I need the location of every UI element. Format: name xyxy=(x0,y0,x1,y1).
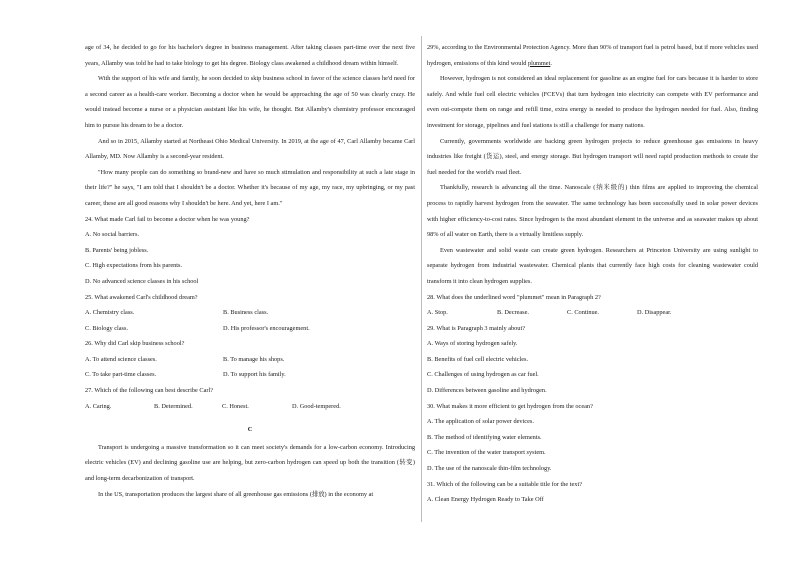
column-divider xyxy=(421,36,422,522)
underlined-word: plummet xyxy=(527,59,551,67)
section-c-heading: C xyxy=(247,426,253,434)
option-c[interactable]: C. Continue. xyxy=(567,309,600,317)
passage-c-paragraph-1: Transport is undergoing a massive transformation so it can meet society's demands for a low-carbon economy. Introducing electric vehicles (EV) and declining gasoline use are helping, but zero-carbon hydrogen can speed up both the transition (转变) and long-term decarbonization of transport. xyxy=(85,443,415,483)
option-d[interactable]: D. No advanced science classes in his school xyxy=(85,277,199,285)
left-column xyxy=(85,40,415,502)
right-column xyxy=(427,40,758,508)
option-c[interactable]: C. To take part-time classes. xyxy=(85,371,157,379)
option-c[interactable]: C. The invention of the water transport system. xyxy=(427,449,546,457)
passage-c-paragraph-2-continued: 29%, according to the Environmental Protection Agency. More than 90% of transport fuel is petrol based, but if more vehicles used hydrogen, emissions of this kind would plummet. xyxy=(427,44,758,67)
passage-c-paragraph-4: Currently, governments worldwide are backing green hydrogen projects to reduce greenhouse gas emissions in heavy industries like freight (货运), steel, and energy storage. But hydrogen transport will need rapid production methods to create the fuel needed for the world's road fleet. xyxy=(427,137,758,176)
question-29 xyxy=(427,321,758,399)
option-a[interactable]: A. To attend science classes. xyxy=(85,355,157,363)
option-a[interactable]: A. Caring. xyxy=(85,402,112,410)
passage-c-paragraph-3: However, hydrogen is not considered an ideal replacement for gasoline as an engine fuel for cars because it is harder to store safely. And while fuel cell electric vehicles (FCEVs) that turn hydrogen into electricity can compete with EV performance and even out-compete them on range and refill time, extra energy is needed to produce the hydrogen needed for fuel. Also, finding investment for storage, pipelines and fuel stations is still a challenge for many nations. xyxy=(427,75,758,129)
passage-c-paragraph-5: Thankfully, research is advancing all the time. Nanoscale (纳米级的) thin films are applied to improving the chemical process to rapidly harvest hydrogen from the seawater. The same technology has been successfully used in solar power devices with higher efficiency-to-cost rates. Since hydrogen is the most abundant element in the universe and as seawater makes up about 98% of all water on Earth, there is a virtually limitless supply. xyxy=(427,184,758,239)
option-d[interactable]: D. Differences between gasoline and hydrogen. xyxy=(427,387,547,395)
passage-c-paragraph-2: In the US, transportation produces the largest share of all greenhouse gas emissions (排放) in the economy at xyxy=(98,490,374,498)
question-25 xyxy=(85,290,415,337)
question-stem: 26. Why did Carl skip business school? xyxy=(85,340,185,348)
question-stem: 31. Which of the following can be a suitable title for the text? xyxy=(427,480,582,488)
option-b[interactable]: B. Benefits of fuel cell electric vehicles. xyxy=(427,355,529,363)
question-stem: 27. Which of the following can best describe Carl? xyxy=(85,387,214,395)
passage-c-paragraph-6: Even wastewater and solid waste can create green hydrogen. Researchers at Princeton University are using sunlight to separate hydrogen from industrial wastewater. Chemical plants that currently face high costs for cleaning wastewater could transform it into clean hydrogen supplies. xyxy=(427,246,758,285)
option-d[interactable]: D. The use of the nanoscale thin-film technology. xyxy=(427,465,552,473)
passage-b-paragraph-3: And so in 2015, Allamby started at Northeast Ohio Medical University. In 2019, at the age of 47, Carl Allamby became Carl Allamby, MD. Now Allamby is a second-year resident. xyxy=(85,137,415,161)
option-a[interactable]: A. The application of solar power devices. xyxy=(427,418,534,426)
option-c[interactable]: C. Honest. xyxy=(222,402,249,410)
option-d[interactable]: D. Good-tempered. xyxy=(292,402,341,410)
question-26 xyxy=(85,336,415,383)
option-a[interactable]: A. No social barriers. xyxy=(85,231,140,239)
question-stem: 24. What made Carl fail to become a doctor when he was young? xyxy=(85,215,250,223)
question-stem: 28. What does the underlined word "plummet" mean in Paragraph 2? xyxy=(427,293,601,301)
option-d[interactable]: D. To support his family. xyxy=(223,371,286,379)
question-stem: 29. What is Paragraph 3 mainly about? xyxy=(427,324,525,332)
option-a[interactable]: A. Stop. xyxy=(427,309,448,317)
question-31 xyxy=(427,477,758,508)
option-a[interactable]: A. Ways of storing hydrogen safely. xyxy=(427,340,518,348)
option-b[interactable]: B. To manage his shops. xyxy=(223,355,285,363)
option-c[interactable]: C. Biology class. xyxy=(85,324,129,332)
question-stem: 30. What makes it more efficient to get hydrogen from the ocean? xyxy=(427,402,593,410)
option-a[interactable]: A. Chemistry class. xyxy=(85,309,135,317)
option-b[interactable]: B. Decrease. xyxy=(497,309,529,317)
option-b[interactable]: B. Business class. xyxy=(223,309,269,317)
option-b[interactable]: B. Determined. xyxy=(154,402,193,410)
question-24 xyxy=(85,212,415,290)
option-b[interactable]: B. Parents' being jobless. xyxy=(85,246,149,254)
passage-b-paragraph-2: With the support of his wife and family, he soon decided to skip business school in favor of the science classes he'd need for a second career as a health-care worker. Becoming a doctor when he would be approaching the age of 50 was clearly crazy. He would instead become a nurse or a physician assistant like his wife, he thought. But Allamby's chemistry professor encouraged him to pursue his dream to be a doctor. xyxy=(85,75,415,129)
passage-b-paragraph-4: "How many people can do something so brand-new and have so much stimulation and responsibility at such a late stage in their life?" he says, "I am told that I shouldn't be a doctor. Whether it's because of my age, my race, my upbringing, or my past career, these are all good reasons why I shouldn't be here. And yet, here I am." xyxy=(85,168,415,207)
option-b[interactable]: B. The method of identifying water elements. xyxy=(427,433,542,441)
option-c[interactable]: C. Challenges of using hydrogen as car fuel. xyxy=(427,371,539,379)
question-30 xyxy=(427,399,758,477)
question-27 xyxy=(85,383,415,414)
question-stem: 25. What awakened Carl's childhood dream? xyxy=(85,293,198,301)
option-c[interactable]: C. High expectations from his parents. xyxy=(85,262,183,270)
question-28 xyxy=(427,290,758,321)
option-d[interactable]: D. His professor's encouragement. xyxy=(223,324,310,332)
passage-b-paragraph-1: age of 34, he decided to go for his bachelor's degree in business management. After taking classes part-time over the next five years, Allamby was told he had to take biology to get his degree. Biology class awakened a childhood dream within himself. xyxy=(85,44,415,67)
option-a[interactable]: A. Clean Energy Hydrogen Ready to Take Off xyxy=(427,496,544,504)
option-d[interactable]: D. Disappear. xyxy=(637,309,672,317)
